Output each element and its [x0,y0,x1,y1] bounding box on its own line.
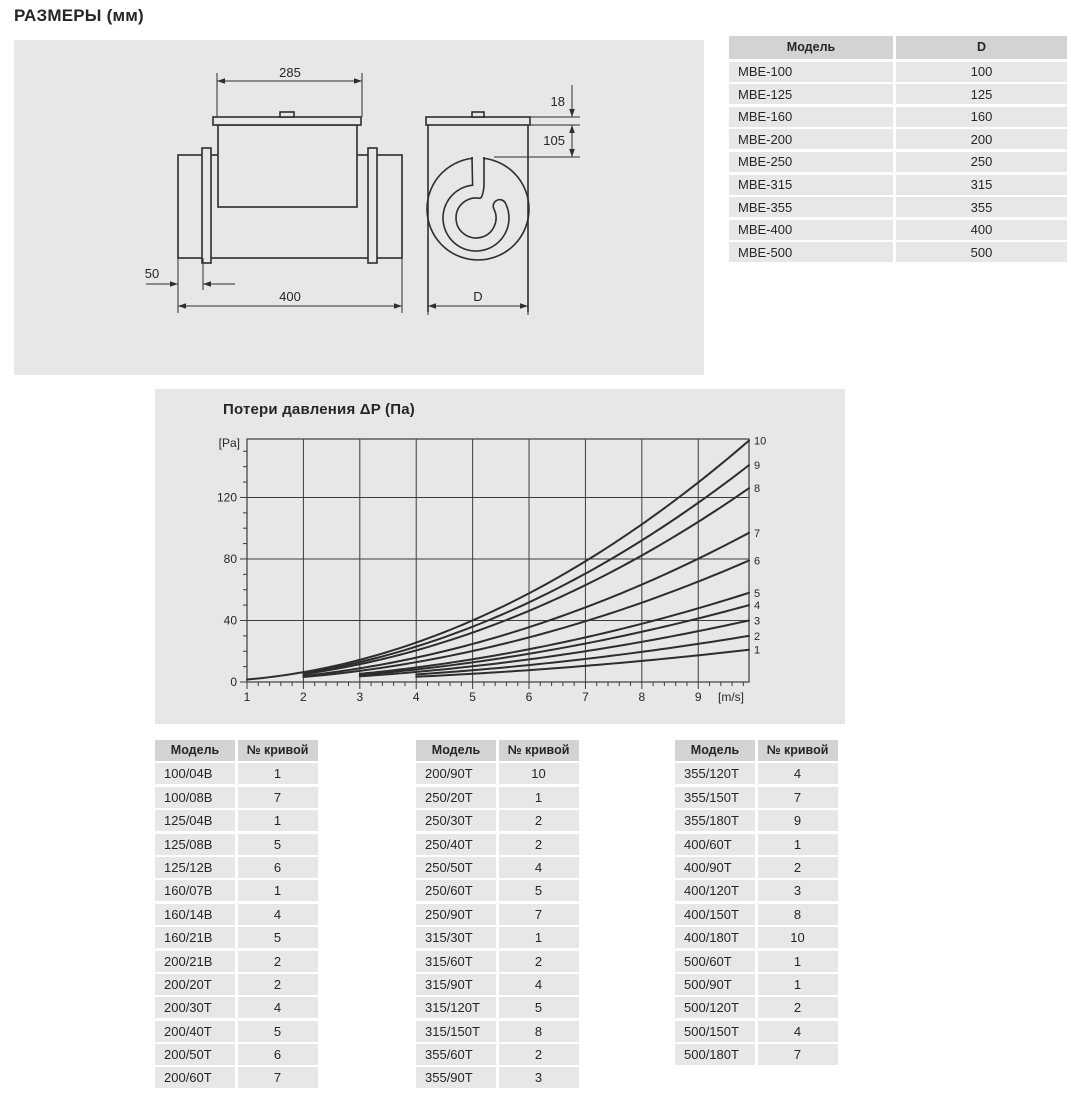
value-cell: 7 [758,787,838,808]
curve-label-6: 6 [754,555,761,568]
value-cell: 5 [238,927,318,948]
x-tick-label: 5 [469,690,476,704]
value-cell: 7 [758,1044,838,1065]
value-cell: 9 [758,810,838,831]
model-cell: 160/14B [155,904,235,925]
value-cell: 1 [758,951,838,972]
model-cell: 500/150T [675,1021,755,1042]
curve-label-5: 5 [754,587,761,600]
model-cell: 125/12B [155,857,235,878]
value-cell: 10 [758,927,838,948]
x-tick-label: 4 [412,690,420,704]
heating-element-stem [480,157,484,199]
flange-left [202,148,211,263]
dimensions-drawing-panel [14,40,704,375]
dim-box-width-label: 285 [279,65,301,80]
model-cell: 355/180T [675,810,755,831]
model-cell: 200/40T [155,1021,235,1042]
column-header: Модель [416,740,496,761]
curve-label-10: 10 [754,435,767,448]
model-cell: 500/60T [675,951,755,972]
value-cell: 2 [758,997,838,1018]
model-cell: MBE-400 [729,220,893,240]
x-tick-label: 1 [243,690,251,704]
model-cell: MBE-355 [729,197,893,217]
model-cell: 315/30T [416,927,496,948]
duct-opening-circle [427,158,529,260]
model-cell: 100/08B [155,787,235,808]
y-axis-unit-label: [Pa] [218,436,240,450]
value-cell: 2 [238,974,318,995]
value-cell: 3 [758,880,838,901]
value-cell: 2 [758,857,838,878]
value-cell: 5 [499,997,579,1018]
flange-right [368,148,377,263]
model-cell: 400/60T [675,834,755,855]
value-cell: 4 [499,857,579,878]
model-cell: 315/60T [416,951,496,972]
model-cell: MBE-100 [729,62,893,82]
end-view [426,112,530,312]
model-cell: 400/120T [675,880,755,901]
model-cell: 160/07B [155,880,235,901]
x-tick-label: 7 [582,690,589,704]
value-cell: 5 [238,834,318,855]
end-lid-handle [472,112,484,117]
curve-table-3 [675,740,838,1065]
dimensions-drawing [14,40,704,375]
value-cell: 125 [896,84,1067,104]
model-diameter-table [729,36,1067,262]
pressure-curve-9 [303,465,749,673]
page-title: РАЗМЕРЫ (мм) [14,6,144,25]
model-cell: 400/150T [675,904,755,925]
model-cell: MBE-315 [729,175,893,195]
model-cell: 500/120T [675,997,755,1018]
value-cell: 6 [238,857,318,878]
model-cell: 250/90T [416,904,496,925]
value-cell: 4 [758,763,838,784]
dim-spigot-label: 50 [144,266,160,281]
column-header: D [896,36,1067,59]
dim-diameter-label: D [473,289,483,304]
value-cell: 10 [499,763,579,784]
value-cell: 2 [499,1044,579,1065]
model-cell: MBE-250 [729,152,893,172]
column-header: Модель [675,740,755,761]
curve-table-1 [155,740,318,1088]
curve-label-9: 9 [754,460,761,473]
model-cell: 400/90T [675,857,755,878]
value-cell: 5 [499,880,579,901]
value-cell: 1 [758,834,838,855]
value-cell: 500 [896,242,1067,262]
pressure-loss-chart [155,389,845,724]
model-cell: 355/60T [416,1044,496,1065]
stem-gap-mask [473,153,483,162]
pressure-curve-10 [247,441,749,680]
model-cell: 200/50T [155,1044,235,1065]
y-tick-label: 0 [230,675,237,689]
lid-handle [280,112,294,117]
value-cell: 1 [499,927,579,948]
model-cell: MBE-200 [729,129,893,149]
model-cell: MBE-125 [729,84,893,104]
x-tick-label: 6 [525,690,533,704]
value-cell: 400 [896,220,1067,240]
value-cell: 1 [238,810,318,831]
value-cell: 4 [238,904,318,925]
model-cell: 355/90T [416,1067,496,1088]
column-header: № кривой [758,740,838,761]
model-cell: 200/60T [155,1067,235,1088]
value-cell: 8 [758,904,838,925]
model-cell: 200/21B [155,951,235,972]
value-cell: 5 [238,1021,318,1042]
curve-table-2 [416,740,579,1088]
value-cell: 2 [499,951,579,972]
model-cell: 100/04B [155,763,235,784]
model-cell: 250/20T [416,787,496,808]
value-cell: 2 [238,951,318,972]
value-cell: 1 [499,787,579,808]
model-cell: 200/30T [155,997,235,1018]
y-tick-label: 120 [216,490,237,505]
dim-box-height-label: 105 [543,133,565,148]
column-header: Модель [155,740,235,761]
end-lid [426,117,530,125]
value-cell: 1 [758,974,838,995]
y-tick-label: 40 [223,613,237,628]
column-header: Модель [729,36,893,59]
value-cell: 160 [896,107,1067,127]
curve-label-1: 1 [754,644,761,657]
x-tick-label: 8 [638,690,646,704]
value-cell: 3 [499,1067,579,1088]
model-cell: 125/04B [155,810,235,831]
value-cell: 6 [238,1044,318,1065]
model-cell: 315/120T [416,997,496,1018]
value-cell: 250 [896,152,1067,172]
control-box [218,125,357,207]
x-tick-label: 3 [356,690,364,704]
model-cell: 400/180T [675,927,755,948]
curve-label-3: 3 [754,615,761,628]
curve-label-7: 7 [754,527,761,540]
value-cell: 2 [499,834,579,855]
side-view [178,112,402,263]
model-cell: 250/30T [416,810,496,831]
model-cell: 315/90T [416,974,496,995]
curve-label-8: 8 [754,483,761,496]
value-cell: 4 [758,1021,838,1042]
model-cell: 250/40T [416,834,496,855]
dim-length-label: 400 [279,289,301,304]
value-cell: 7 [238,1067,318,1088]
x-axis-unit-label: [m/s] [718,690,744,704]
pressure-curve-4 [360,605,749,675]
curve-label-2: 2 [754,630,761,643]
model-cell: 500/90T [675,974,755,995]
value-cell: 355 [896,197,1067,217]
value-cell: 200 [896,129,1067,149]
value-cell: 315 [896,175,1067,195]
chart-title: Потери давления ΔP (Па) [223,401,415,418]
value-cell: 4 [499,974,579,995]
column-header: № кривой [238,740,318,761]
value-cell: 4 [238,997,318,1018]
value-cell: 1 [238,880,318,901]
pressure-loss-chart-panel [155,389,845,724]
heating-element [443,157,509,251]
model-cell: 200/20T [155,974,235,995]
model-cell: MBE-500 [729,242,893,262]
curve-label-4: 4 [754,600,761,613]
column-header: № кривой [499,740,579,761]
box-lid [213,117,361,125]
value-cell: 7 [238,787,318,808]
model-cell: 500/180T [675,1044,755,1065]
value-cell: 2 [499,810,579,831]
model-cell: 200/90T [416,763,496,784]
model-cell: 250/60T [416,880,496,901]
value-cell: 100 [896,62,1067,82]
dim-lid-thickness-label: 18 [550,94,565,109]
value-cell: 7 [499,904,579,925]
x-tick-label: 2 [300,690,307,704]
model-cell: 250/50T [416,857,496,878]
value-cell: 8 [499,1021,579,1042]
x-tick-label: 9 [694,690,702,704]
y-tick-label: 80 [223,551,237,566]
model-cell: MBE-160 [729,107,893,127]
model-cell: 125/08B [155,834,235,855]
model-cell: 355/150T [675,787,755,808]
model-cell: 315/150T [416,1021,496,1042]
model-cell: 355/120T [675,763,755,784]
value-cell: 1 [238,763,318,784]
model-cell: 160/21B [155,927,235,948]
